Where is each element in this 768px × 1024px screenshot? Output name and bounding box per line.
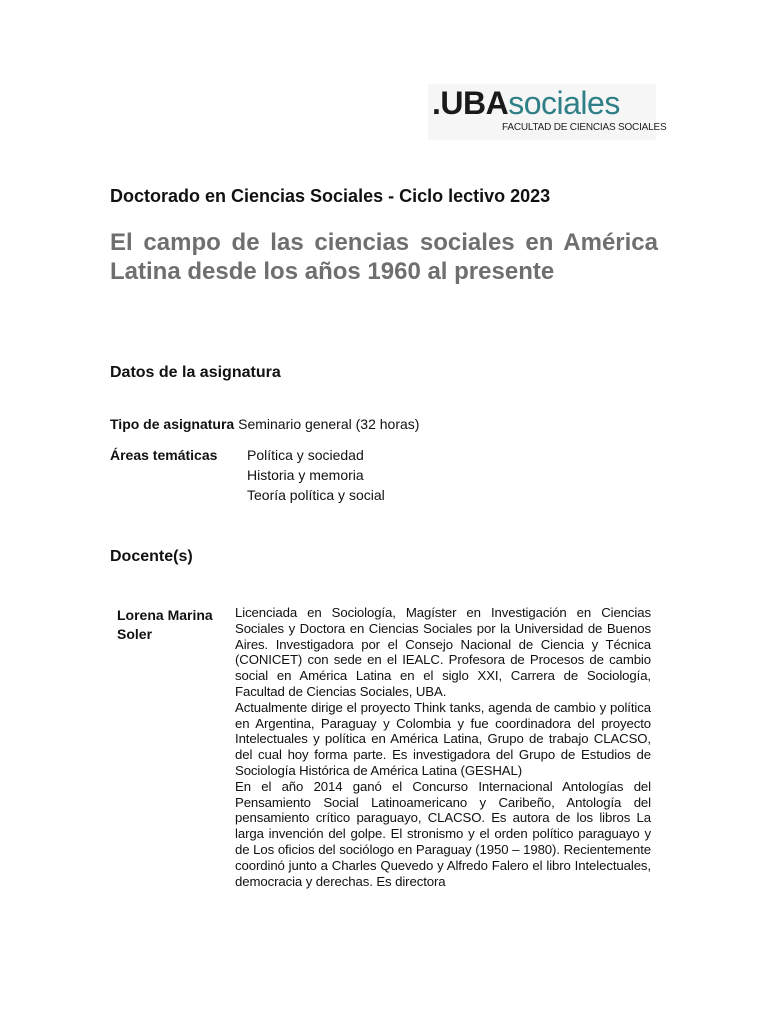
area-item: Teoría política y social bbox=[247, 487, 385, 503]
subject-type-value: Seminario general (32 horas) bbox=[238, 416, 420, 432]
faculty-logo bbox=[428, 84, 667, 140]
logo-subtitle: FACULTAD DE CIENCIAS SOCIALES bbox=[502, 122, 667, 133]
logo-wordmark bbox=[432, 84, 620, 122]
program-title: Doctorado en Ciencias Sociales - Ciclo lectivo 2023 bbox=[110, 186, 551, 206]
subject-type-label: Tipo de asignatura bbox=[110, 416, 235, 432]
logo-prefix: .UBA bbox=[432, 85, 509, 121]
teachers-heading: Docente(s) bbox=[110, 548, 193, 565]
bio-paragraph: En el año 2014 ganó el Concurso Internacional Antologías del Pensamiento Social Latinoamericano y Caribeño, Antología del pensamiento crítico paraguayo, CLACSO. Es autora de los libros La larga invención del golpe. El stronismo y el orden político paraguayo y de Los oficios del sociólogo en Paraguay (1950 – 1980). Recientemente coordinó junto a Charles Quevedo y Alfredo Falero el libro Intelectuales, democracia y derechas. Es directora bbox=[235, 778, 651, 889]
course-title: El campo de las ciencias sociales en América Latina desde los años 1960 al presente bbox=[110, 229, 658, 285]
areas-list bbox=[247, 445, 385, 505]
subject-type-row bbox=[110, 414, 419, 434]
area-item: Historia y memoria bbox=[247, 467, 364, 483]
bio-paragraph: Licenciada en Sociología, Magíster en Investigación en Ciencias Sociales y Doctora en Ciencias Sociales por la Universidad de Buenos Aires. Investigadora por el Consejo Nacional de Ciencia y Técnica (CONICET) con sede en el IEALC. Profesora de Procesos de cambio social en América Latina en el siglo XXI, Carrera de Sociología, Facultad de Ciencias Sociales, UBA. bbox=[235, 605, 651, 699]
logo-suffix: sociales bbox=[508, 85, 620, 121]
bio-paragraph: Actualmente dirige el proyecto Think tanks, agenda de cambio y política en Argentina, Paraguay y Colombia y fue coordinadora del proyecto Intelectuales y política en América Latina, Grupo de trabajo CLACSO, del cual hoy forma parte. Es investigadora del Grupo de Estudios de Sociología Histórica de América Latina (GESHAL) bbox=[235, 699, 651, 778]
area-item: Política y sociedad bbox=[247, 447, 364, 463]
areas-label: Áreas temáticas bbox=[110, 447, 218, 463]
subject-data-heading: Datos de la asignatura bbox=[110, 364, 281, 381]
teacher-bio bbox=[235, 605, 651, 889]
teacher-name: Lorena Marina Soler bbox=[117, 607, 213, 642]
